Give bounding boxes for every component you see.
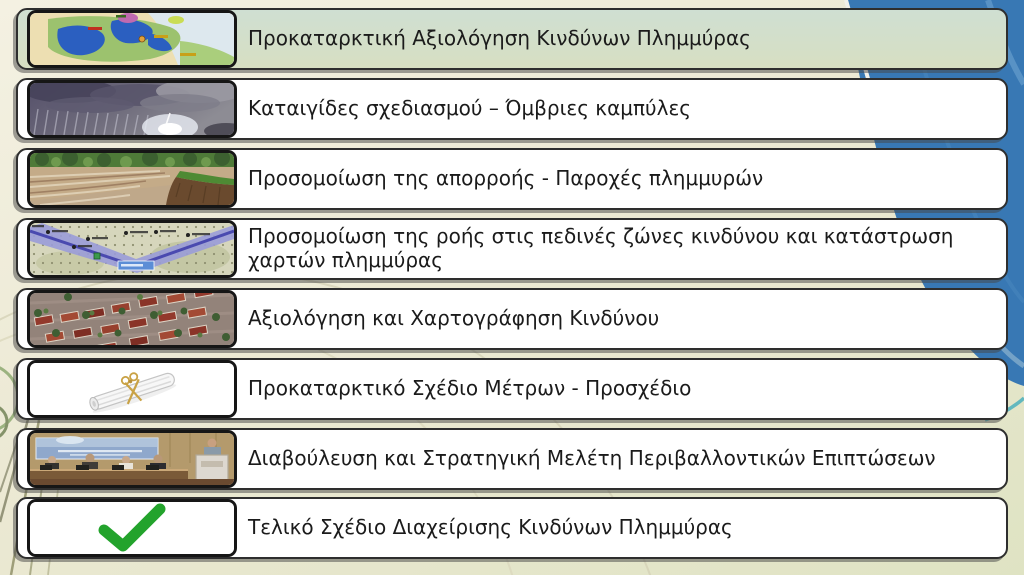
step-item-runoff-simulation (16, 148, 1008, 210)
flooded-river-thumbnail (27, 150, 237, 208)
step-label: Τελικό Σχέδιο Διαχείρισης Κινδύνων Πλημμύρας (248, 515, 733, 540)
flooded-houses-aerial-thumbnail (27, 290, 237, 348)
flood-risk-map-thumbnail (27, 10, 237, 68)
green-checkmark-thumbnail (27, 499, 237, 557)
step-item-preliminary-measures-plan (16, 358, 1008, 420)
step-label: Προσομοίωση της απορροής - Παροχές πλημμυρών (248, 166, 764, 191)
step-label: Προκαταρκτικό Σχέδιο Μέτρων - Προσχέδιο (248, 376, 692, 401)
conference-panel-thumbnail (27, 430, 237, 488)
step-label: Αξιολόγηση και Χαρτογράφηση Κινδύνου (248, 306, 660, 331)
step-item-preliminary-assessment (16, 8, 1008, 70)
step-item-final-plan (16, 497, 1008, 559)
step-item-design-storms (16, 78, 1008, 140)
step-label: Προκαταρκτική Αξιολόγηση Κινδύνων Πλημμύρας (248, 26, 751, 51)
step-label: Διαβούλευση και Στρατηγική Μελέτη Περιβαλλοντικών Επιπτώσεων (248, 446, 936, 471)
step-item-consultation-sea (16, 428, 1008, 490)
paper-scroll-thumbnail (27, 360, 237, 418)
step-item-floodplain-flow-simulation (16, 218, 1008, 280)
flood-zone-map-thumbnail (27, 220, 237, 278)
step-label: Προσομοίωση της ροής στις πεδινές ζώνες κινδύνου και κατάστρωση χαρτών πλημμύρας (248, 224, 954, 272)
step-label: Καταιγίδες σχεδιασμού – Όμβριες καμπύλες (248, 96, 691, 121)
step-item-risk-assessment-mapping (16, 288, 1008, 350)
storm-clouds-thumbnail (27, 80, 237, 138)
